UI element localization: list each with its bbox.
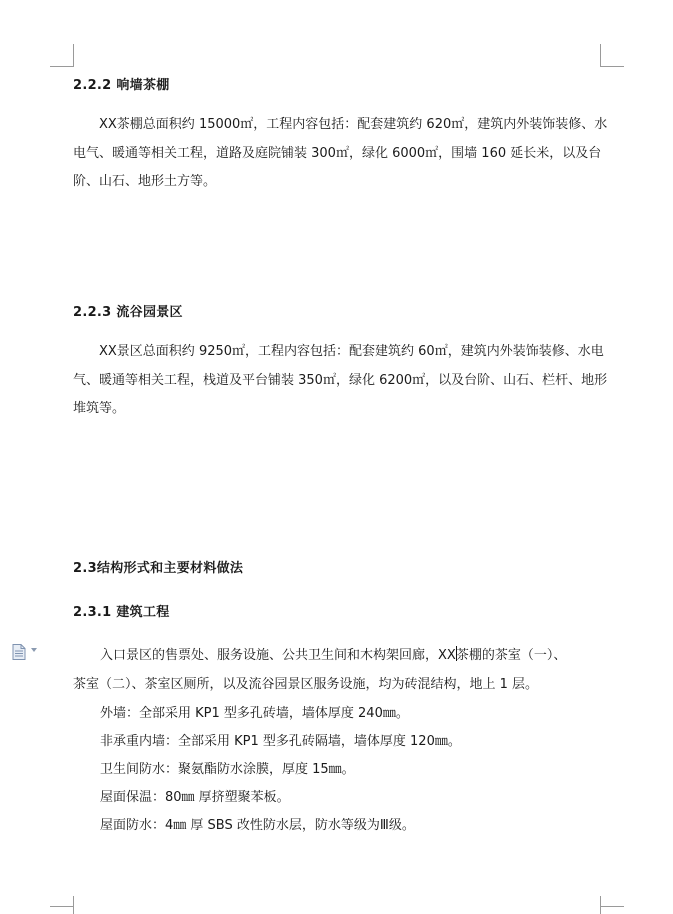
heading-2-2-3: 2.2.3 流谷园景区: [73, 305, 183, 320]
heading-2-3-1: 2.3.1 建筑工程: [73, 605, 170, 620]
list-item-bathroom-waterproof: 卫生间防水：聚氨酯防水涂膜，厚度 15㎜。: [100, 762, 355, 777]
paragraph-2-3-1-line-2: 茶室（二）、茶室区厕所，以及流谷园景区服务设施，均为砖混结构，地上 1 层。: [73, 677, 539, 692]
list-item-roof-waterproof: 屋面防水：4㎜ 厚 SBS 改性防水层，防水等级为Ⅲ级。: [100, 818, 415, 833]
list-item-roof-insulation: 屋面保温：80㎜ 厚挤塑聚苯板。: [100, 790, 290, 805]
list-item-exterior-wall: 外墙：全部采用 KP1 型多孔砖墙，墙体厚度 240㎜。: [100, 706, 409, 721]
dropdown-arrow-icon[interactable]: [31, 648, 37, 652]
paragraph-2-2-3: XX景区总面积约 9250㎡，工程内容包括：配套建筑约 60㎡，建筑内外装饰装修、水电气、暖通等相关工程，栈道及平台铺装 350㎡，绿化 6200㎡，以及台阶、山石、栏杆、地形堆筑等。: [73, 344, 608, 416]
heading-2-2-2: 2.2.2 响墙茶棚: [73, 78, 170, 93]
document-icon[interactable]: [12, 644, 26, 660]
paragraph-2-3-1-line-1: 入口景区的售票处、服务设施、公共卫生间和木构架回廊，XX茶棚的茶室（一）、: [100, 648, 567, 663]
paragraph-2-2-2: XX茶棚总面积约 15000㎡，工程内容包括：配套建筑约 620㎡，建筑内外装饰装修、水电气、暖通等相关工程，道路及庭院铺装 300㎡，绿化 6000㎡，围墙 160 延长米，以及台阶、山石、地形土方等。: [73, 117, 608, 189]
heading-2-3: 2.3结构形式和主要材料做法: [73, 561, 244, 576]
list-item-interior-wall: 非承重内墙：全部采用 KP1 型多孔砖隔墙，墙体厚度 120㎜。: [100, 734, 461, 749]
